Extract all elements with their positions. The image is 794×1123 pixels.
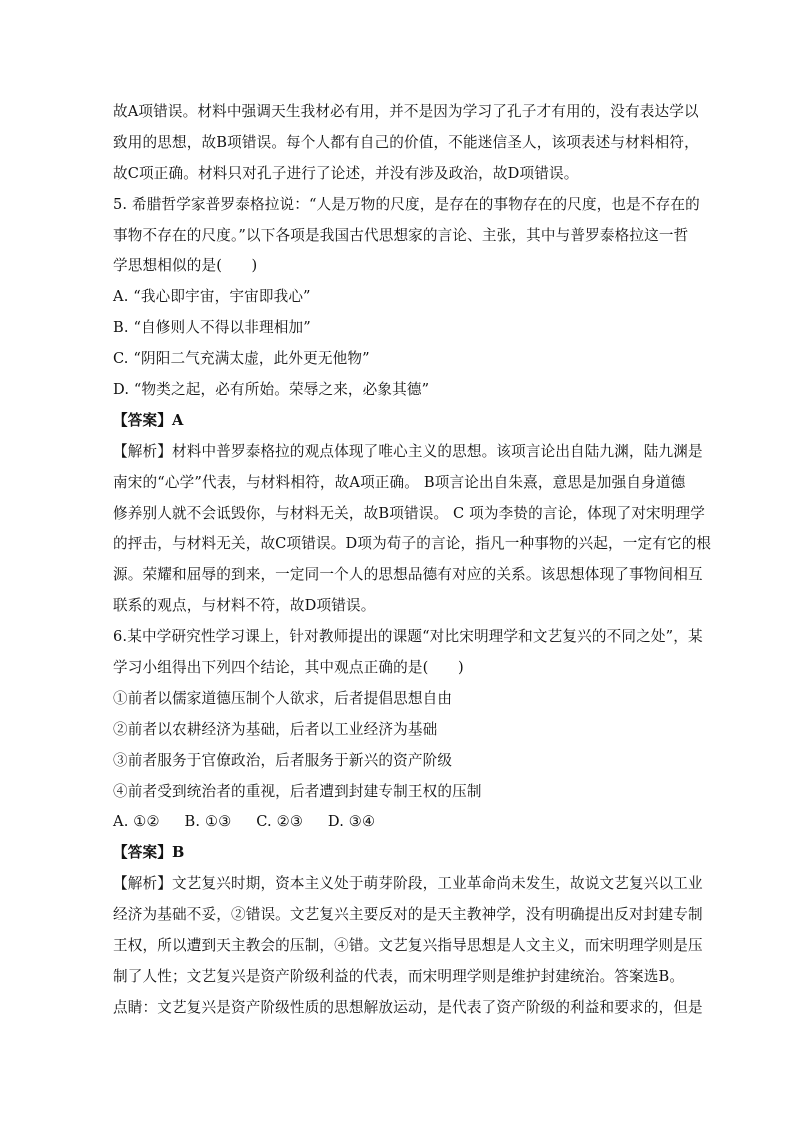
q6-option-d: D. ③④ (327, 813, 376, 831)
q5-option-a: A. “我心即宇宙，宇宙即我心” (113, 288, 311, 306)
q5-option-b: B. “自修则人不得以非理相加” (113, 319, 311, 337)
q6-option-b: B. ①③ (184, 813, 232, 831)
q5-answer: 【答案】A (113, 411, 184, 429)
q6-statement-2: ②前者以农耕经济为基础，后者以工业经济为基础 (113, 720, 438, 738)
q5-analysis-line-5: 源。荣耀和屈辱的到来，一定同一个人的思想品德有对应的关系。该思想体现了事物间相互 (113, 566, 703, 584)
q6-stem-line-2: 学习小组得出下列四个结论，其中观点正确的是( ) (113, 659, 464, 677)
q6-statement-3: ③前者服务于官僚政治，后者服务于新兴的资产阶级 (113, 751, 453, 769)
q5-analysis-line-1: 【解析】材料中普罗泰格拉的观点体现了唯心主义的思想。该项言论出自陆九渊，陆九渊是 (113, 442, 703, 460)
prev-analysis-line-2: 致用的思想，故B项错误。每个人都有自己的价值，不能迷信圣人，该项表述与材料相符， (113, 133, 699, 151)
q5-analysis-line-6: 联系的观点，与材料不符，故D项错误。 (113, 597, 376, 615)
q6-analysis-line-2: 经济为基础不妥，②错误。文艺复兴主要反对的是天主教神学，没有明确提出反对封建专制 (113, 906, 703, 924)
q5-stem-line-3: 学思想相似的是( ) (113, 257, 258, 275)
prev-analysis-line-3: 故C项正确。材料只对孔子进行了论述，并没有涉及政治，故D项错误。 (113, 164, 579, 182)
q6-tip: 点睛：文艺复兴是资产阶级性质的思想解放运动，是代表了资产阶级的利益和要求的，但是 (113, 998, 703, 1016)
q5-stem-line-1: 5. 希腊哲学家普罗泰格拉说：“人是万物的尺度，是存在的事物存在的尺度，也是不存在的 (113, 195, 700, 213)
q5-analysis-line-4: 的抨击，与材料无关，故C项错误。D项为荀子的言论，指凡一种事物的兴起，一定有它的根 (113, 535, 712, 553)
q6-analysis-line-3: 王权，所以遭到天主教会的压制，④错。文艺复兴指导思想是人文主义，而宋明理学则是压 (113, 937, 703, 955)
q5-stem-line-2: 事物不存在的尺度。”以下各项是我国古代思想家的言论、主张，其中与普罗泰格拉这一哲 (113, 226, 689, 244)
q6-analysis-line-4: 制了人性；文艺复兴是资产阶级利益的代表，而宋明理学则是维护封建统治。答案选B。 (113, 967, 685, 985)
document-body (113, 97, 712, 1024)
q6-options-row (113, 807, 683, 838)
q5-analysis-line-2: 南宋的“心学”代表，与材料相符，故A项正确。 B项言论出自朱熹，意思是加强自身道德 (113, 473, 686, 491)
q6-stem-line-1: 6.某中学研究性学习课上，针对教师提出的课题“对比宋明理学和文艺复兴的不同之处”，某 (113, 628, 703, 646)
q5-analysis-line-3: 修养别人就不会诋毁你，与材料无关，故B项错误。 C 项为李贽的言论，体现了对宋明理学 (113, 504, 706, 522)
q6-option-a: A. ①② (113, 813, 160, 831)
q6-analysis-line-1: 【解析】文艺复兴时期，资本主义处于萌芽阶段，工业革命尚未发生，故说文艺复兴以工业 (113, 875, 703, 893)
q5-option-d: D. “物类之起，必有所始。荣辱之来，必象其德” (113, 381, 430, 399)
q6-answer: 【答案】B (113, 844, 185, 862)
q6-statement-4: ④前者受到统治者的重视，后者遭到封建专制王权的压制 (113, 782, 482, 800)
prev-analysis-line-1: 故A项错误。材料中强调天生我材必有用，并不是因为学习了孔子才有用的，没有表达学以 (113, 103, 699, 120)
q6-option-c: C. ②③ (256, 813, 304, 831)
q6-statement-1: ①前者以儒家道德压制个人欲求，后者提倡思想自由 (113, 689, 453, 707)
q5-option-c: C. “阴阳二气充满太虚，此外更无他物” (113, 350, 370, 368)
